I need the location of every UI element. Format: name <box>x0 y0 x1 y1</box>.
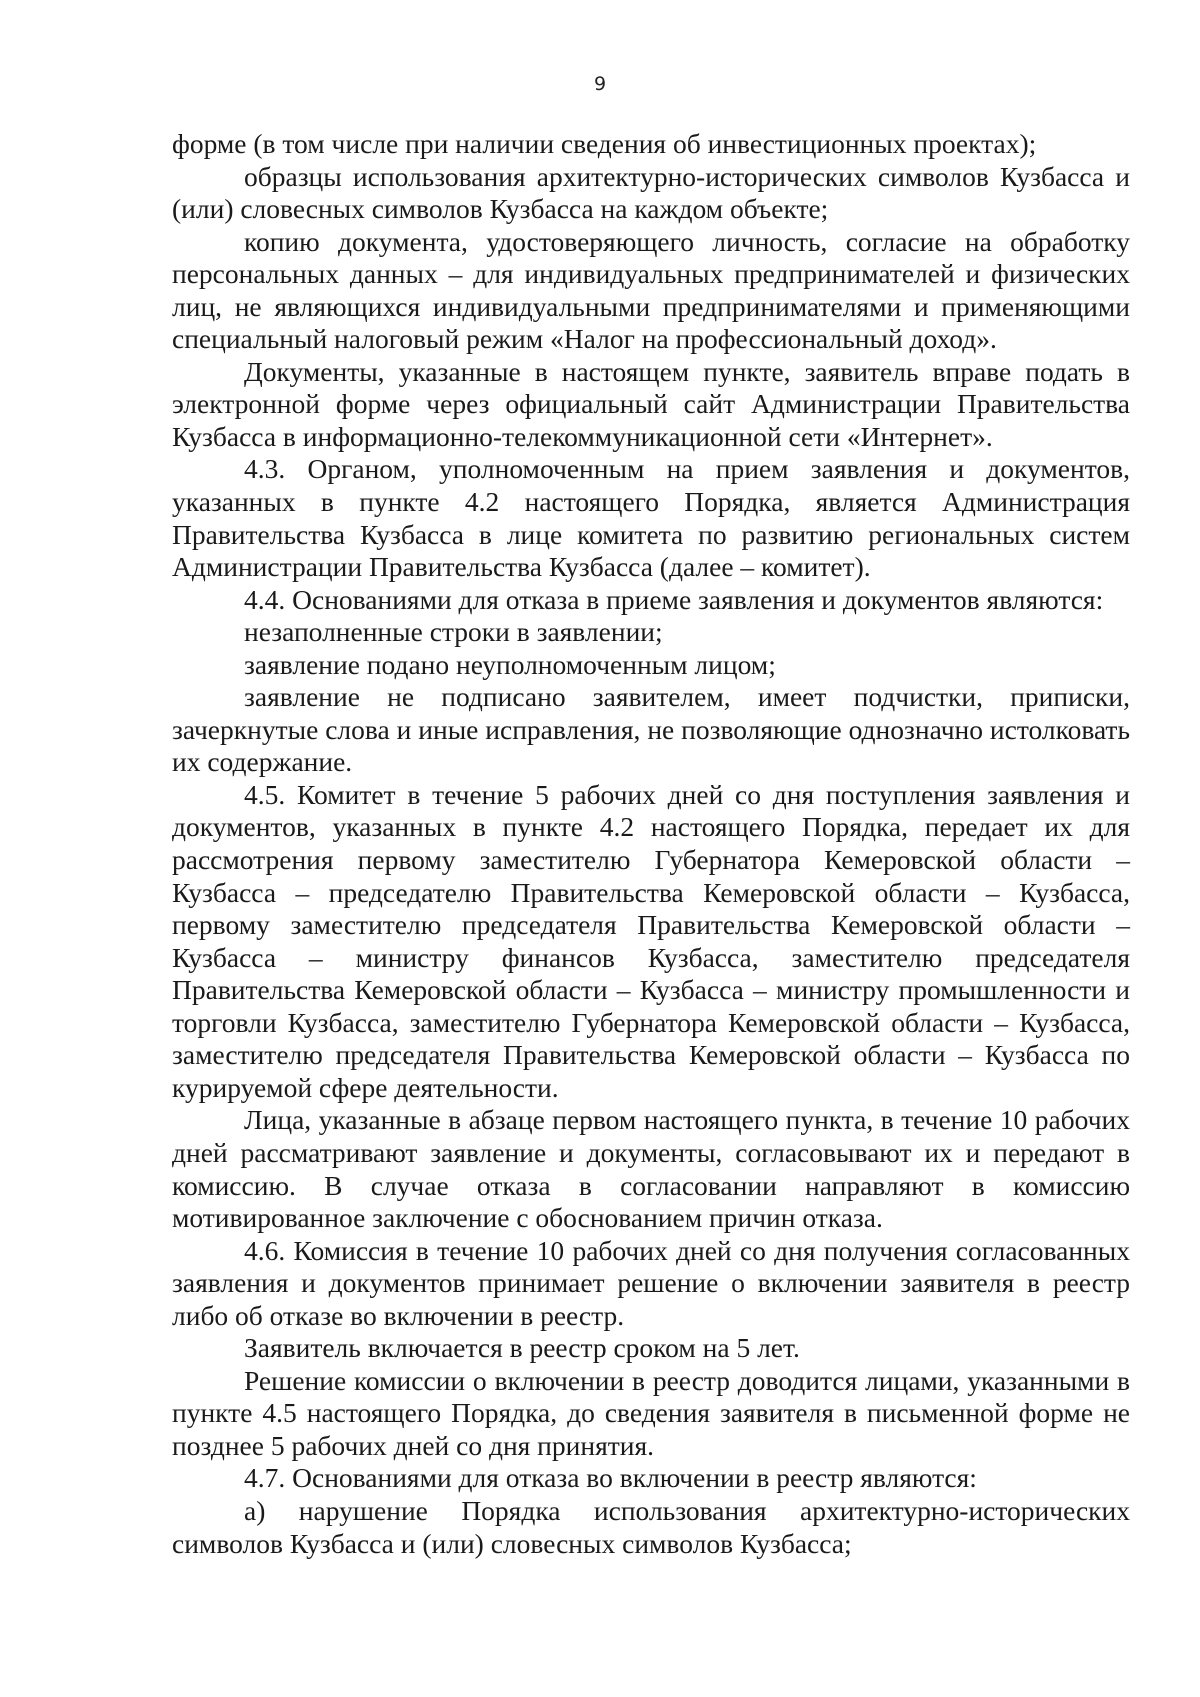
paragraph: 4.3. Органом, уполномоченным на прием заявления и документов, указанных в пункте 4.2 настоящего Порядка, является Администрация Правительства Кузбасса в лице комитета по развитию региональных систем Администрации Правительства Кузбасса (далее – комитет). <box>172 453 1130 583</box>
document-body <box>172 128 1130 1560</box>
paragraph: образцы использования архитектурно-исторических символов Кузбасса и (или) словесных символов Кузбасса на каждом объекте; <box>172 160 1130 225</box>
paragraph: незаполненные строки в заявлении; <box>244 616 663 648</box>
paragraph: Лица, указанные в абзаце первом настоящего пункта, в течение 10 рабочих дней рассматривают заявление и документы, согласовывают их и передают в комиссию. В случае отказа в согласовании направляют в комиссию мотивированное заключение с обоснованием причин отказа. <box>172 1104 1130 1234</box>
page-number: 9 <box>593 73 607 95</box>
paragraph: 4.5. Комитет в течение 5 рабочих дней со дня поступления заявления и документов, указанных в пункте 4.2 настоящего Порядка, передает их для рассмотрения первому заместителю Губернатора Кемеровской области – Кузбасса – председателю Правительства Кемеровской области – Кузбасса, первому заместителю председателя Правительства Кемеровской области – Кузбасса – министру финансов Кузбасса, заместителю председателя Правительства Кемеровской области – Кузбасса – министру промышленности и торговли Кузбасса, заместителю Губернатора Кемеровской области – Кузбасса, заместителю председателя Правительства Кемеровской области – Кузбасса по курируемой сфере деятельности. <box>172 778 1130 1103</box>
paragraph: 4.6. Комиссия в течение 10 рабочих дней со дня получения согласованных заявления и документов принимает решение о включении заявителя в реестр либо об отказе во включении в реестр. <box>172 1234 1130 1331</box>
paragraph: Документы, указанные в настоящем пункте, заявитель вправе подать в электронной форме через официальный сайт Администрации Правительства Кузбасса в информационно-телекоммуникационной сети «Интернет». <box>172 355 1130 452</box>
paragraph: заявление подано неуполномоченным лицом; <box>244 648 776 680</box>
paragraph: заявление не подписано заявителем, имеет подчистки, приписки, зачеркнутые слова и иные исправления, не позволяющие однозначно истолковать их содержание. <box>172 681 1130 778</box>
paragraph: 4.4. Основаниями для отказа в приеме заявления и документов являются: <box>244 583 1104 615</box>
paragraph: Решение комиссии о включении в реестр доводится лицами, указанными в пункте 4.5 настоящего Порядка, до сведения заявителя в письменной форме не позднее 5 рабочих дней со дня принятия. <box>172 1364 1130 1461</box>
paragraph: а) нарушение Порядка использования архитектурно-исторических символов Кузбасса и (или) словесных символов Кузбасса; <box>172 1494 1130 1559</box>
paragraph: копию документа, удостоверяющего личность, согласие на обработку персональных данных – для индивидуальных предпринимателей и физических лиц, не являющихся индивидуальными предпринимателями и применяющими специальный налоговый режим «Налог на профессиональный доход». <box>172 225 1130 355</box>
paragraph: форме (в том числе при наличии сведения об инвестиционных проектах); <box>172 128 1037 159</box>
paragraph: Заявитель включается в реестр сроком на 5 лет. <box>244 1332 800 1364</box>
paragraph: 4.7. Основаниями для отказа во включении в реестр являются: <box>244 1462 977 1494</box>
